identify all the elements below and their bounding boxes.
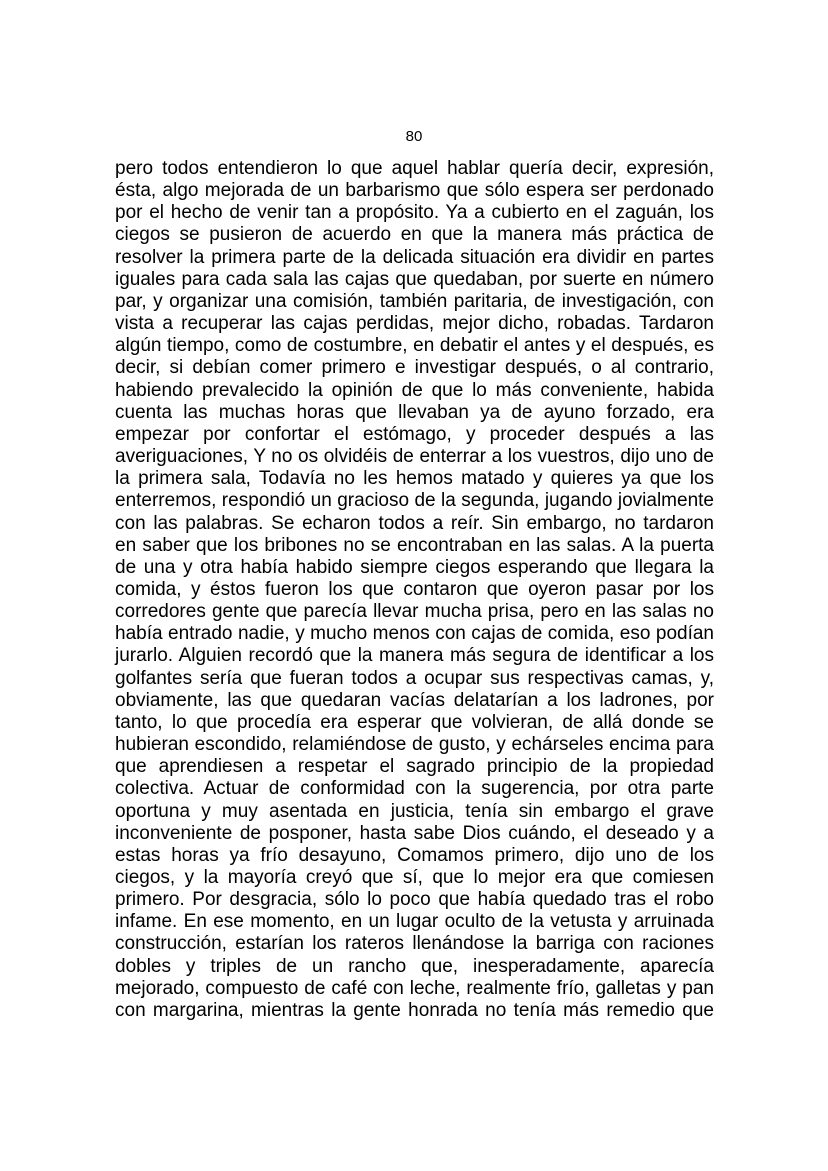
- text-line: jurarlo. Alguien recordó que la manera más segura de identificar a los: [115, 645, 714, 667]
- text-line: dobles y triples de un rancho que, inesperadamente, aparecía: [115, 955, 714, 977]
- text-line: que aprendiesen a respetar el sagrado principio de la propiedad: [115, 756, 714, 778]
- text-line: de una y otra había habido siempre ciegos esperando que llegara la: [115, 556, 714, 578]
- text-line: con las palabras. Se echaron todos a reír. Sin embargo, no tardaron: [115, 512, 714, 534]
- text-line: hubieran escondido, relamiéndose de gusto, y echárseles encima para: [115, 734, 714, 756]
- text-line: habiendo prevalecido la opinión de que lo más conveniente, habida: [115, 379, 714, 401]
- text-line: algún tiempo, como de costumbre, en debatir el antes y el después, es: [115, 335, 714, 357]
- text-line: había entrado nadie, y mucho menos con cajas de comida, eso podían: [115, 623, 714, 645]
- text-line: ciegos, y la mayoría creyó que sí, que lo mejor era que comiesen: [115, 867, 714, 888]
- text-line: par, y organizar una comisión, también paritaria, de investigación, con: [115, 290, 714, 312]
- text-line: averiguaciones, Y no os olvidéis de enterrar a los vuestros, dijo uno de: [115, 446, 714, 468]
- text-line: ésta, algo mejorada de un barbarismo que sólo espera ser perdonado: [115, 180, 714, 202]
- text-line: resolver la primera parte de la delicada situación era dividir en partes: [115, 246, 714, 268]
- text-line: mejorado, compuesto de café con leche, realmente frío, galletas y pan: [115, 977, 714, 999]
- text-line: infame. En ese momento, en un lugar oculto de la vetusta y arruinada: [115, 911, 714, 933]
- text-line: en saber que los bribones no se encontraban en las salas. A la puerta: [115, 534, 714, 556]
- text-line: primero. Por desgracia, sólo lo poco que había quedado tras el robo: [115, 889, 714, 911]
- text-line: construcción, estarían los rateros llenándose la barriga con raciones: [115, 933, 714, 955]
- text-line: corredores gente que parecía llevar mucha prisa, pero en las salas no: [115, 601, 714, 623]
- text-line: oportuna y muy asentada en justicia, tenía sin embargo el grave: [115, 800, 714, 822]
- text-line: obviamente, las que quedaran vacías delatarían a los ladrones, por: [115, 689, 714, 711]
- body-text: [115, 158, 714, 1022]
- text-line: cuenta las muchas horas que llevaban ya de ayuno forzado, era: [115, 401, 714, 423]
- text-line: ciegos se pusieron de acuerdo en que la manera más práctica de: [115, 224, 714, 246]
- text-line: vista a recuperar las cajas perdidas, mejor dicho, robadas. Tardaron: [115, 313, 714, 335]
- text-line: por el hecho de venir tan a propósito. Ya a cubierto en el zaguán, los: [115, 202, 714, 224]
- text-line: empezar por confortar el estómago, y proceder después a las: [115, 423, 714, 445]
- text-line: iguales para cada sala las cajas que quedaban, por suerte en número: [115, 268, 714, 290]
- text-line: estas horas ya frío desayuno, Comamos primero, dijo uno de los: [115, 844, 714, 866]
- text-line: enterremos, respondió un gracioso de la segunda, jugando jovialmente: [115, 490, 714, 512]
- text-line: decir, si debían comer primero e investigar después, o al contrario,: [115, 357, 714, 379]
- text-line: golfantes sería que fueran todos a ocupar sus respectivas camas, y,: [115, 667, 714, 689]
- text-line: la primera sala, Todavía no les hemos matado y quieres ya que los: [115, 468, 714, 490]
- text-line: inconveniente de posponer, hasta sabe Dios cuándo, el deseado y a: [115, 822, 714, 844]
- text-line: colectiva. Actuar de conformidad con la sugerencia, por otra parte: [115, 778, 714, 800]
- page-number: 80: [405, 128, 423, 145]
- text-line: comida, y éstos fueron los que contaron que oyeron pasar por los: [115, 578, 714, 600]
- text-line: pero todos entendieron lo que aquel hablar quería decir, expresión,: [115, 158, 714, 179]
- text-line: tanto, lo que procedía era esperar que volvieran, de allá donde se: [115, 711, 714, 733]
- text-line: con margarina, mientras la gente honrada no tenía más remedio que: [115, 999, 714, 1021]
